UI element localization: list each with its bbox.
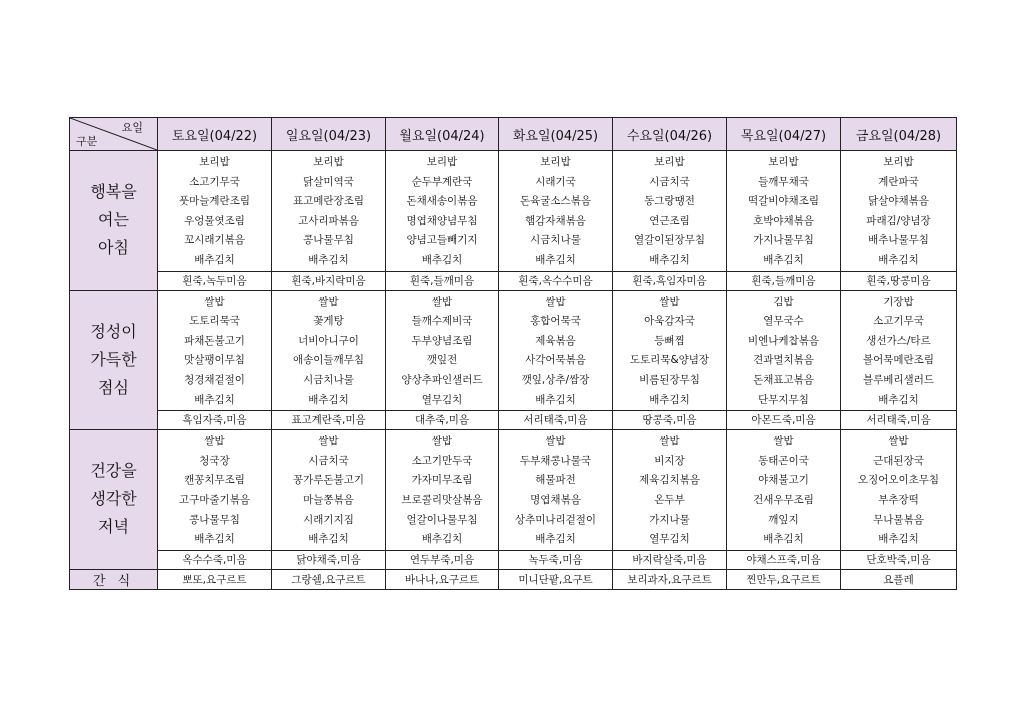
menu-item: 열무국수 [763,315,804,328]
menu-item: 소고기무국 [189,175,240,188]
snack-cell: 보리과자,요구르트 [613,569,727,589]
header-row [70,118,957,151]
menu-item: 배추나물무침 [868,234,929,247]
meal-category-line: 저녁 [98,517,129,537]
menu-item: 순두부계란국 [411,175,473,188]
menu-item: 쌀밥 [659,295,680,308]
menu-item: 쌀밥 [888,435,909,448]
menu-item: 상추미나리겉절이 [514,513,597,526]
menu-item: 쌀밥 [204,435,225,448]
menu-item: 애송이들깨무침 [292,354,364,367]
snack-row [70,569,957,589]
porridge-cell: 흰죽,들깨미음 [727,271,841,290]
menu-cell [499,290,613,411]
menu-item: 견과멸치볶음 [753,354,814,367]
menu-item: 떡갈비야채조림 [747,195,819,208]
porridge-cell: 흰죽,옥수수미음 [499,271,613,290]
menu-item: 보리밥 [426,156,458,168]
porridge-cell: 흰죽,흑임자미음 [613,271,727,290]
menu-item: 보리밥 [313,156,344,168]
menu-item: 아욱감자국 [644,315,695,328]
menu-cell [727,430,841,551]
menu-item: 맛살팽이무침 [184,354,245,367]
menu-item: 콩나물무침 [189,513,240,526]
menu-cell [841,290,957,411]
menu-item: 마늘쫑볶음 [303,493,354,506]
menu-item: 열갈이된장무침 [633,234,705,247]
menu-item: 가지나물 [649,513,690,526]
day-header: 일요일(04/23) [272,118,386,151]
menu-item: 시금치나물 [303,373,354,386]
menu-item: 홍합어묵국 [530,315,581,328]
menu-item: 오징어오이초무침 [857,474,940,487]
menu-item: 고구마줄기볶음 [178,493,250,506]
menu-item: 꽃게탕 [313,315,344,328]
menu-item: 청국장 [199,454,230,467]
menu-item: 브로콜리맛살볶음 [401,493,483,506]
snack-label: 간 식 [70,569,158,589]
menu-item: 동그랑땡전 [644,195,695,208]
porridge-row [70,271,957,290]
corner-category-label: 구분 [76,135,98,148]
menu-item: 꼬시래기볶음 [184,234,245,247]
menu-item: 명엽채볶음 [530,493,581,506]
menu-item: 너비아니구이 [298,334,359,347]
menu-item: 배추김치 [878,253,919,266]
menu-item: 열무김치 [649,533,690,546]
menu-cell [386,430,499,551]
menu-item: 청경채겉절이 [184,373,245,386]
menu-cell [272,430,386,551]
porridge-cell: 서리태죽,미음 [499,411,613,430]
menu-cell [727,151,841,272]
day-header: 토요일(04/22) [158,118,272,151]
menu-item: 캔꽁치무조림 [184,474,245,487]
menu-item: 배추김치 [421,533,463,546]
menu-item: 시금치나물 [530,234,581,247]
menu-item: 들깨무채국 [758,175,809,188]
menu-item: 무나물볶음 [873,513,924,526]
meal-category-line: 여는 [98,210,129,230]
menu-item: 돈육굴소스볶음 [519,195,591,208]
menu-item: 계란파국 [878,175,919,188]
porridge-cell: 대추죽,미음 [386,411,499,430]
menu-item: 연근조림 [649,214,690,227]
menu-item: 시금치국 [308,454,349,467]
porridge-cell: 야채스프죽,미음 [727,550,841,569]
meal-category-line: 생각한 [90,489,137,509]
meal-category-label [70,151,158,291]
menu-item: 배추김치 [194,253,235,266]
snack-cell: 찐만두,요구르트 [727,569,841,589]
menu-cell [841,430,957,551]
menu-item: 비지장 [654,454,685,467]
day-header: 목요일(04/27) [727,118,841,151]
menu-item: 쌀밥 [431,435,453,448]
menu-item: 온두부 [654,493,685,506]
menu-cell [613,151,727,272]
menu-item: 부추장떡 [878,493,919,506]
meal-items-row [70,290,957,411]
menu-cell [727,290,841,411]
menu-cell [386,151,499,272]
menu-item: 명엽채양념무침 [406,214,478,227]
menu-item: 두부양념조림 [411,334,473,347]
menu-item: 호박야채볶음 [753,214,814,227]
menu-item: 배추김치 [878,393,919,406]
menu-item: 건새우무조림 [753,493,814,506]
menu-cell [158,430,272,551]
menu-item: 김밥 [773,295,794,308]
porridge-cell: 녹두죽,미음 [499,550,613,569]
menu-item: 배추김치 [421,253,463,266]
day-header: 월요일(04/24) [386,118,499,151]
porridge-cell: 옥수수죽,미음 [158,550,272,569]
menu-item: 도토리묵국 [189,315,240,328]
menu-item: 시래기국 [535,175,576,188]
weekly-menu-table [69,117,957,590]
menu-item: 깻잎,상추/쌈장 [521,373,590,386]
menu-item: 야채불고기 [758,474,809,487]
menu-item: 배추김치 [649,253,690,266]
menu-item: 기장밥 [883,295,914,308]
menu-item: 쌀밥 [431,295,453,308]
menu-item: 보리밥 [540,156,571,168]
menu-item: 양상추파인샐러드 [401,373,483,386]
menu-cell [272,151,386,272]
porridge-cell: 흰죽,녹두미음 [158,271,272,290]
day-header: 수요일(04/26) [613,118,727,151]
menu-item: 닭살미역국 [303,175,354,188]
menu-item: 동태곤이국 [758,454,809,467]
day-header: 금요일(04/28) [841,118,957,151]
snack-cell: 요플레 [841,569,957,589]
menu-item: 배추김치 [763,253,804,266]
menu-item: 배추김치 [535,393,576,406]
menu-item: 블루베리샐러드 [862,373,934,386]
menu-item: 배추김치 [194,533,235,546]
menu-item: 열무김치 [421,393,463,406]
porridge-cell: 닭야채죽,미음 [272,550,386,569]
meal-category-line: 점심 [98,377,129,397]
menu-item: 배추김치 [308,253,349,266]
menu-cell [386,290,499,411]
porridge-cell: 서리태죽,미음 [841,411,957,430]
menu-item: 돈채표고볶음 [753,373,814,386]
porridge-cell: 연두부죽,미음 [386,550,499,569]
menu-item: 들깨수제비국 [411,315,473,328]
menu-cell [158,151,272,272]
menu-item: 비엔나케찹볶음 [747,334,819,347]
menu-cell [499,430,613,551]
menu-item: 깻잎전 [426,354,458,367]
menu-item: 풋마늘계란조림 [178,195,250,208]
menu-item: 근대된장국 [873,454,924,467]
menu-item: 도토리묵&양념장 [629,354,710,367]
menu-cell [272,290,386,411]
menu-item: 쌀밥 [659,435,680,448]
menu-item: 꽁가루돈불고기 [292,474,364,487]
menu-item: 얼갈이나물무침 [406,513,478,526]
menu-item: 쌀밥 [773,435,794,448]
meal-category-line: 정성이 [90,321,137,341]
meal-category-label [70,430,158,570]
menu-item: 쌀밥 [204,295,225,308]
menu-item: 단무지무침 [758,393,809,406]
menu-item: 파채돈불고기 [184,334,245,347]
day-header: 화요일(04/25) [499,118,613,151]
meal-category-label [70,290,158,430]
menu-item: 비름된장무침 [639,373,700,386]
menu-item: 보리밥 [883,156,914,168]
porridge-cell: 흑임자죽,미음 [158,411,272,430]
porridge-row [70,550,957,569]
menu-item: 제육볶음 [535,334,576,347]
snack-cell: 뽀또,요구르트 [158,569,272,589]
menu-item: 콩나물무침 [303,234,354,247]
menu-item: 깨잎지 [768,513,799,526]
meal-category-line: 아침 [98,238,129,258]
menu-cell [613,290,727,411]
menu-item: 배추김치 [308,393,349,406]
menu-item: 보리밥 [199,156,230,168]
menu-item: 소고기만두국 [411,454,473,467]
menu-item: 보리밥 [654,156,685,168]
porridge-row [70,411,957,430]
menu-cell [158,290,272,411]
menu-item: 돈채새송이볶음 [406,195,478,208]
menu-item: 고사리파볶음 [298,214,359,227]
menu-cell [841,151,957,272]
menu-item: 표고메란장조림 [292,195,364,208]
meal-items-row [70,430,957,551]
menu-item: 쌀밥 [545,295,566,308]
menu-item: 소고기무국 [873,315,924,328]
menu-item: 쌀밥 [545,435,566,448]
menu-item: 시금치국 [649,175,690,188]
menu-cell [613,430,727,551]
menu-item: 닭살야채볶음 [868,195,929,208]
menu-item: 사각어묵볶음 [525,354,586,367]
menu-item: 시래기지짐 [303,513,354,526]
porridge-cell: 흰죽,들깨미음 [386,271,499,290]
menu-item: 가자미무조림 [411,474,473,487]
menu-item: 배추김치 [535,533,576,546]
menu-item: 쌀밥 [318,435,339,448]
meal-category-line: 행복을 [90,182,137,202]
snack-cell: 그랑쉘,요구르트 [272,569,386,589]
menu-item: 배추김치 [308,533,349,546]
menu-item: 쌀밥 [318,295,339,308]
porridge-cell: 단호박죽,미음 [841,550,957,569]
snack-cell: 미니단팥,요구트 [499,569,613,589]
meal-items-row [70,151,957,272]
menu-item: 파래김/양념장 [866,214,931,227]
porridge-cell: 바지락살죽,미음 [613,550,727,569]
porridge-cell: 표고계란죽,미음 [272,411,386,430]
meal-category-line: 건강을 [90,461,137,481]
menu-item: 두부채콩나물국 [519,454,591,467]
menu-item: 양념고들빼기지 [406,234,478,247]
meal-category-line: 가득한 [90,349,137,369]
menu-item: 배추김치 [878,533,919,546]
menu-item: 가지나물무침 [753,234,814,247]
snack-cell: 바나나,요구르트 [386,569,499,589]
corner-day-label: 요일 [121,121,143,134]
porridge-cell: 흰죽,땅콩미음 [841,271,957,290]
menu-item: 배추김치 [649,393,690,406]
menu-item: 배추김치 [763,533,804,546]
porridge-cell: 아몬드죽,미음 [727,411,841,430]
porridge-cell: 흰죽,바지락미음 [272,271,386,290]
header-corner [70,118,158,151]
menu-item: 등뼈찜 [654,334,685,347]
menu-cell [499,151,613,272]
menu-item: 보리밥 [768,156,799,168]
menu-item: 배추김치 [535,253,576,266]
menu-item: 볼어묵메란조림 [862,354,934,367]
menu-item: 생선가스/타르 [866,334,931,347]
menu-item: 제육김치볶음 [639,474,700,487]
menu-item: 우엉물엿조림 [184,214,245,227]
menu-item: 햄감자채볶음 [525,214,586,227]
porridge-cell: 땅콩죽,미음 [613,411,727,430]
menu-item: 배추김치 [194,393,235,406]
menu-item: 해물파전 [535,474,576,487]
